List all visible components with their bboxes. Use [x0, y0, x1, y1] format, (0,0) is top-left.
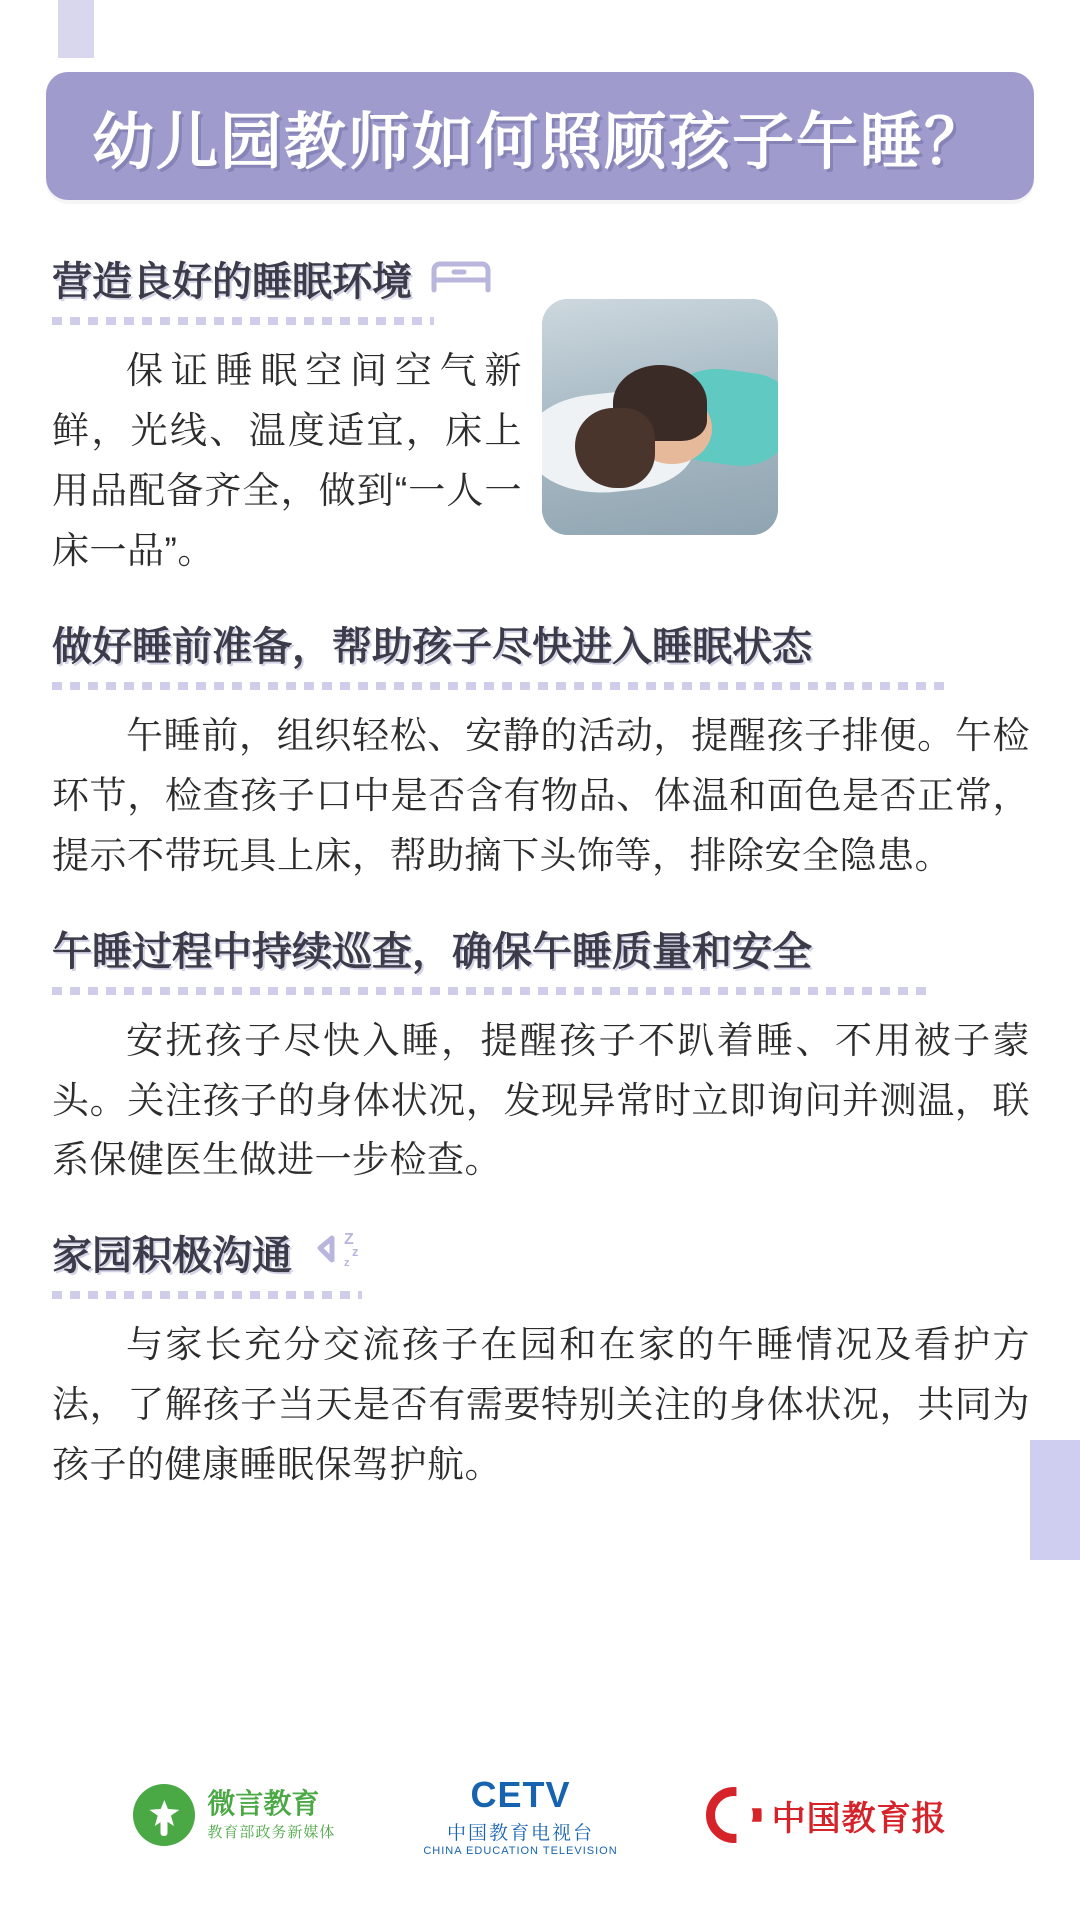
svg-text:z: z — [352, 1244, 359, 1260]
section-paragraph: 午睡前，组织轻松、安静的活动，提醒孩子排便。午检环节，检查孩子口中是否含有物品、体温和面色是否正常，提示不带玩具上床，帮助摘下头饰等，排除安全隐患。 — [52, 714, 1030, 876]
cetv-name-cn: 中国教育电视台 — [447, 1822, 595, 1844]
cetv-acronym: CETV — [470, 1773, 571, 1815]
section-sleep-environment — [52, 250, 1030, 581]
section-paragraph: 与家长充分交流孩子在园和在家的午睡情况及看护方法，了解孩子当天是否有需要特别关注的身体状况，共同为孩子的健康睡眠保驾护航。 — [52, 1324, 1030, 1486]
corner-decoration-bottom-right — [1030, 1440, 1080, 1560]
jiaoyubao-name: 中国教育报 — [771, 1799, 947, 1838]
section-header — [52, 250, 1030, 307]
section-nap-monitoring — [52, 920, 1030, 1191]
section-title: 午睡过程中持续巡查，确保午睡质量和安全 — [52, 929, 812, 974]
weiyan-name: 微言教育 — [207, 1788, 320, 1820]
section-divider — [52, 987, 932, 995]
sleeping-child-photo — [542, 299, 778, 535]
section-divider — [52, 1291, 362, 1299]
cetv-logo — [423, 1774, 617, 1857]
section-header — [52, 1224, 1030, 1281]
left-edge-margin — [0, 0, 10, 1920]
weiyan-mark-icon — [133, 1784, 195, 1846]
jiaoyubao-mark-icon — [706, 1787, 762, 1843]
zhongguo-jiaoyubao-logo — [706, 1787, 947, 1843]
section-home-school-communication — [52, 1224, 1030, 1495]
section-header — [52, 615, 1030, 672]
weiyan-jiaoyu-logo — [133, 1784, 335, 1846]
section-title: 家园积极沟通 — [52, 1234, 292, 1279]
section-header — [52, 920, 1030, 977]
section-divider — [52, 317, 434, 325]
svg-text:Z: Z — [344, 1231, 354, 1249]
section-pre-sleep-preparation — [52, 615, 1030, 886]
section-title: 做好睡前准备，帮助孩子尽快进入睡眠状态 — [52, 624, 812, 669]
section-paragraph: 保证睡眠空间空气新鲜，光线、温度适宜，床上用品配备齐全，做到“一人一床一品”。 — [52, 350, 522, 571]
zzz-icon — [310, 1226, 382, 1277]
cetv-name-en: CHINA EDUCATION TELEVISION — [423, 1844, 618, 1857]
section-title: 营造良好的睡眠环境 — [52, 260, 412, 304]
article-content — [52, 250, 1030, 1501]
section-body-with-photo — [52, 341, 1030, 581]
corner-decoration-top-left — [58, 0, 94, 58]
bed-icon — [430, 256, 492, 301]
section-paragraph: 安抚孩子尽快入睡，提醒孩子不趴着睡、不用被子蒙头。关注孩子的身体状况，发现异常时立即询问并测温，联系保健医生做进一步检查。 — [52, 1019, 1030, 1181]
weiyan-subtitle: 教育部政务新媒体 — [207, 1823, 336, 1841]
section-divider — [52, 682, 952, 690]
svg-text:z: z — [344, 1257, 350, 1270]
footer-logos — [0, 1770, 1080, 1860]
title-banner — [46, 72, 1034, 200]
page-title: 幼儿园教师如何照顾孩子午睡？ — [91, 107, 988, 177]
